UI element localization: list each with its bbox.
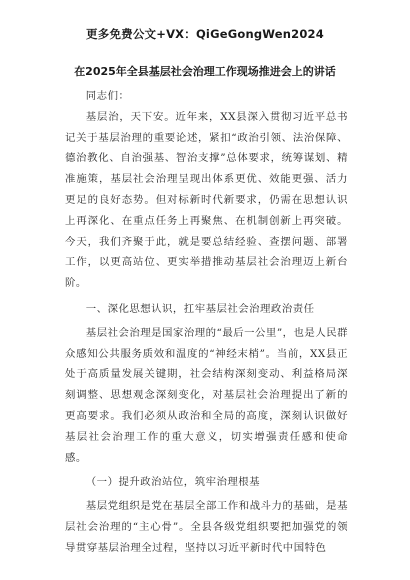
paragraph-intro: 基层治，天下安。近年来，XX县深入贯彻习近平总书记关于基层治理的重要论述，紧扣“政治引领、法治保障、德治教化、自治强基、智治支撑”总体要求，统筹谋划、精准施策，基层社会治理呈现出体系更优、效能更强、活力更足的良好态势。但对标新时代新要求，仍需在思想认识上再深化、在重点任务上再聚焦、在机制创新上再突破。今天，我们齐聚于此，就是要总结经验、查摆问题、部署工作，以更高站位、更实举措推动基层社会治理迈上新台阶。 <box>65 110 348 290</box>
document-body <box>65 86 348 559</box>
paragraph-section-1: 基层社会治理是国家治理的“最后一公里”，也是人民群众感知公共服务质效和温度的“神经末梢”。当前，XX县正处于高质量发展关键期，社会结构深刻变动、利益格局深刻调整、思想观念深刻变化，对基层社会治理提出了新的更高要求。我们必须从政治和全局的高度，深刻认识做好基层社会治理工作的重大意义，切实增强责任感和使命感。 <box>65 326 348 464</box>
subsection-heading-1: （一）提升政治站位，筑牢治理根基 <box>85 476 261 489</box>
document-banner: 更多免费公文+VX：QiGeGongWen2024 <box>86 27 324 41</box>
document-title: 在2025年全县基层社会治理工作现场推进会上的讲话 <box>74 65 336 78</box>
section-heading-1: 一、深化思想认识，扛牢基层社会治理政治责任 <box>85 302 315 315</box>
salutation: 同志们： <box>85 90 130 102</box>
paragraph-subsection-1: 基层党组织是党在基层全部工作和战斗力的基础，是基层社会治理的“主心骨”。全县各级党组织要把加强党的领导贯穿基层治理全过程，坚持以习近平新时代中国特色 <box>65 500 348 554</box>
